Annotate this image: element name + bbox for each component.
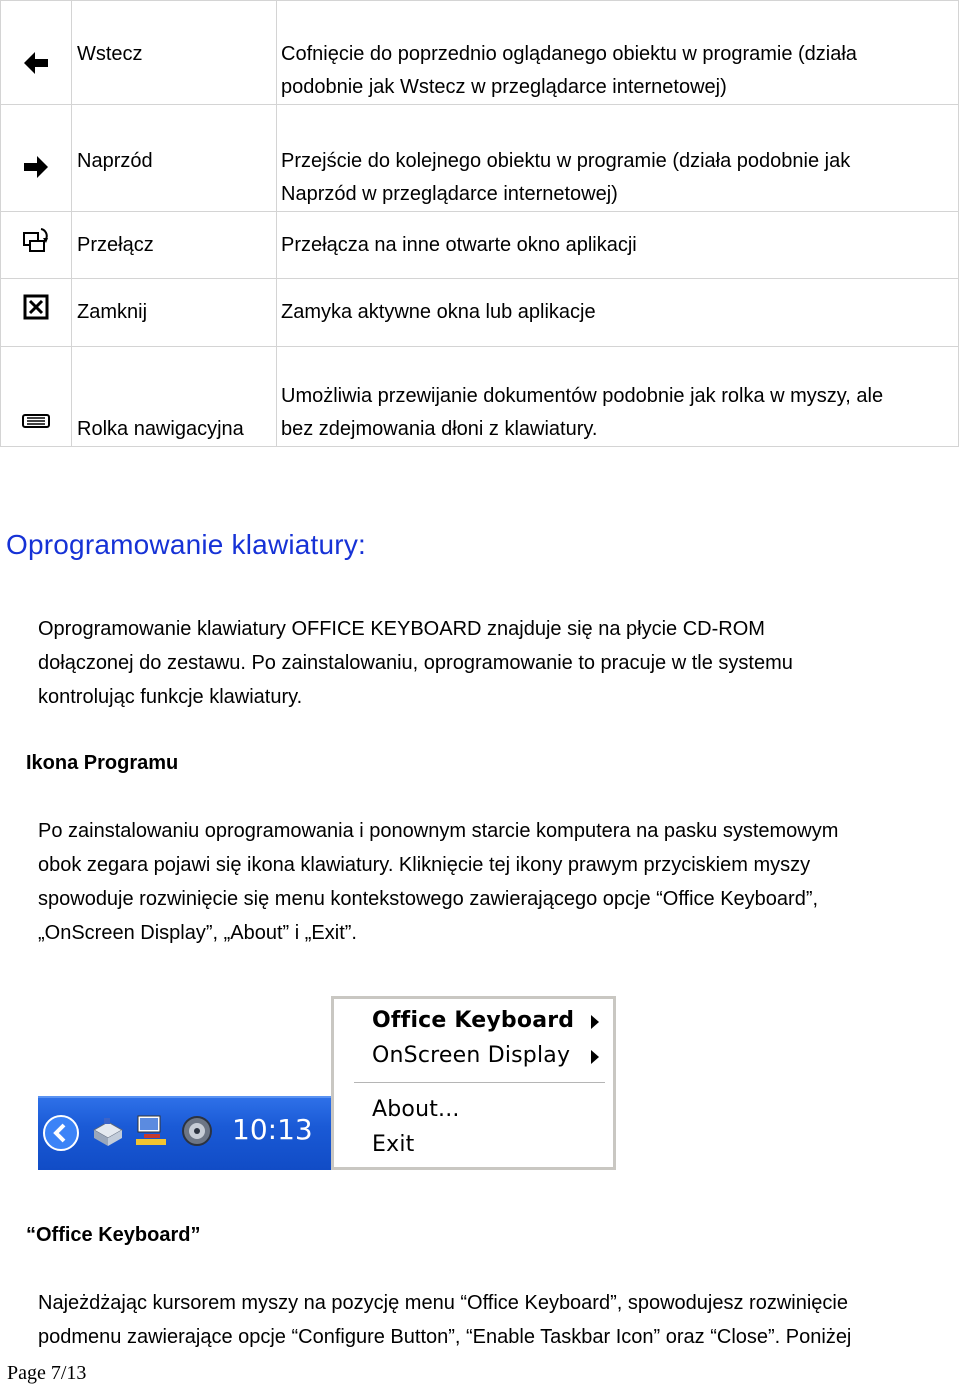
icon-cell (1, 1, 72, 105)
table-row (1, 212, 959, 279)
key-name: Przełącz (72, 212, 277, 279)
page-number: Page 7/13 (7, 1362, 87, 1384)
table-row (1, 1, 959, 105)
switch-window-icon (21, 225, 51, 255)
tray-clock: 10:13 (232, 1113, 313, 1146)
submenu-arrow-icon (591, 1050, 599, 1064)
text-line: obok zegara pojawi się ikona klawiatury. Kliknięcie tej ikony prawym przyciskiem myszy (38, 854, 811, 876)
key-description (277, 1, 959, 105)
section-title: Oprogramowanie klawiatury: (6, 529, 367, 560)
table-row (1, 347, 959, 447)
icon-cell (1, 212, 72, 279)
intro-paragraph (38, 612, 958, 714)
icon-heading: Ikona Programu (26, 752, 179, 774)
text-line: dołączonej do zestawu. Po zainstalowaniu, oprogramowanie to pracuje w tle systemu (38, 652, 793, 674)
key-description (277, 105, 959, 212)
text-line: „OnScreen Display”, „About” i „Exit”. (38, 922, 357, 944)
icon-cell (1, 105, 72, 212)
key-function-table (0, 0, 959, 447)
key-description: Zamyka aktywne okna lub aplikacje (277, 279, 959, 347)
icon-cell (1, 279, 72, 347)
table-row (1, 279, 959, 347)
text-line: kontrolując funkcje klawiatury. (38, 686, 303, 708)
text-line: Po zainstalowaniu oprogramowania i ponownym starcie komputera na pasku systemowym (38, 820, 839, 842)
menu-item-exit[interactable]: Exit (372, 1132, 415, 1157)
key-name: Wstecz (72, 1, 277, 105)
menu-item-onscreen-display[interactable]: OnScreen Display (372, 1043, 571, 1068)
context-menu (331, 996, 616, 1170)
tray-menu-screenshot (38, 996, 618, 1172)
tray-expand-icon[interactable] (42, 1114, 80, 1152)
desc-line: Naprzód w przeglądarce internetowej) (281, 183, 618, 205)
taskbar (38, 1096, 331, 1170)
menu-item-office-keyboard[interactable]: Office Keyboard (372, 1008, 575, 1033)
back-arrow-icon (23, 51, 49, 75)
icon-paragraph (38, 814, 958, 950)
key-description (277, 347, 959, 447)
desc-line: Cofnięcie do poprzednio oglądanego obiektu w programie (działa (281, 43, 857, 65)
key-name: Rolka nawigacyjna (72, 347, 277, 447)
close-box-icon (23, 294, 49, 320)
icon-cell (1, 347, 72, 447)
key-name: Zamknij (72, 279, 277, 347)
table-row (1, 105, 959, 212)
menu-separator (354, 1082, 605, 1083)
office-keyboard-paragraph (38, 1286, 958, 1354)
keyboard-tray-icon[interactable] (90, 1116, 124, 1148)
desc-line: Umożliwia przewijanie dokumentów podobnie jak rolka w myszy, ale (281, 385, 884, 407)
desc-line: Przejście do kolejnego obiektu w programie (działa podobnie jak (281, 150, 851, 172)
network-tray-icon[interactable] (134, 1112, 168, 1148)
office-keyboard-heading: “Office Keyboard” (26, 1224, 201, 1246)
desc-line: podobnie jak Wstecz w przeglądarce internetowej) (281, 76, 727, 98)
text-line: Oprogramowanie klawiatury OFFICE KEYBOARD znajduje się na płycie CD-ROM (38, 618, 765, 640)
scroll-wheel-icon (21, 413, 51, 429)
menu-item-about[interactable]: About... (372, 1097, 460, 1122)
text-line: podmenu zawierające opcje “Configure Button”, “Enable Taskbar Icon” oraz “Close”. Poniżej (38, 1326, 852, 1348)
text-line: Najeżdżając kursorem myszy na pozycję menu “Office Keyboard”, spowodujesz rozwinięcie (38, 1292, 848, 1314)
submenu-arrow-icon (591, 1015, 599, 1029)
volume-tray-icon[interactable] (180, 1114, 214, 1148)
forward-arrow-icon (23, 155, 49, 179)
desc-line: bez zdejmowania dłoni z klawiatury. (281, 418, 598, 440)
text-line: spowoduje rozwinięcie się menu kontekstowego zawierającego opcje “Office Keyboard”, (38, 888, 819, 910)
key-name: Naprzód (72, 105, 277, 212)
key-description: Przełącza na inne otwarte okno aplikacji (277, 212, 959, 279)
